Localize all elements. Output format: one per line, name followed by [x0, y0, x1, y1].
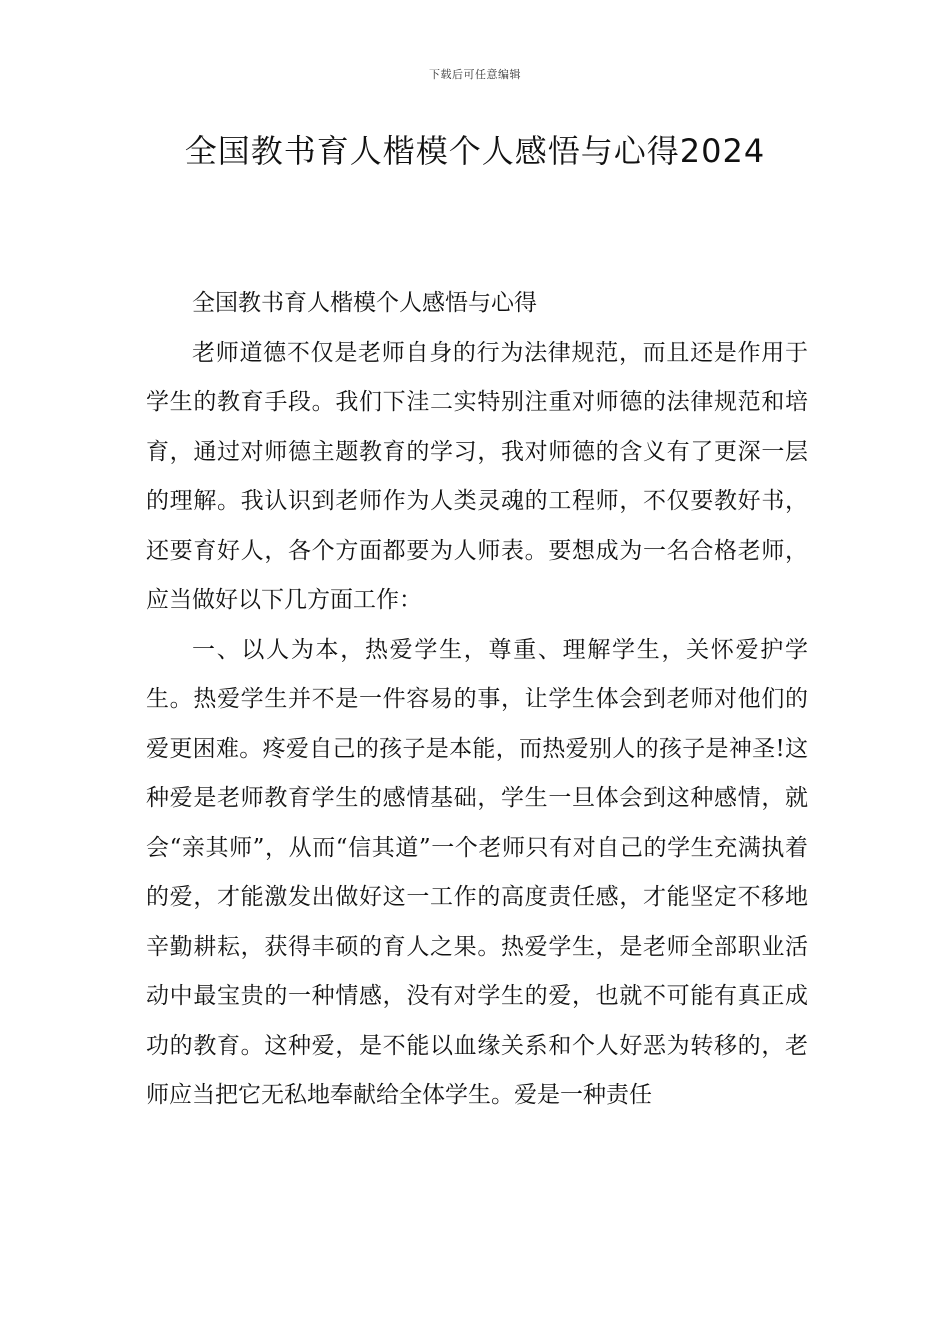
intro-paragraph: 老师道德不仅是老师自身的行为法律规范，而且还是作用于学生的教育手段。我们下洼二实特别注重对师德的法律规范和培育，通过对师德主题教育的学习，我对师德的含义有了更深一层的理解。我认识到老师作为人类灵魂的工程师，不仅要教好书，还要育好人，各个方面都要为人师表。要想成为一名合格老师，应当做好以下几方面工作：	[146, 339, 808, 613]
subtitle-paragraph: 全国教书育人楷模个人感悟与心得	[192, 290, 537, 316]
document-title: 全国教书育人楷模个人感悟与心得2024	[184, 132, 766, 170]
header-note: 下载后可任意编辑	[429, 68, 521, 81]
document-body	[146, 279, 808, 1121]
section-one-paragraph: 一、以人为本，热爱学生，尊重、理解学生，关怀爱护学生。热爱学生并不是一件容易的事，让学生体会到老师对他们的爱更困难。疼爱自己的孩子是本能，而热爱别人的孩子是神圣!这种爱是老师教育学生的感情基础，学生一旦体会到这种感情，就会“亲其师”，从而“信其道”一个老师只有对自己的学生充满执着的爱，才能激发出做好这一工作的高度责任感，才能坚定不移地辛勤耕耘，获得丰硕的育人之果。热爱学生，是老师全部职业活动中最宝贵的一种情感，没有对学生的爱，也就不可能有真正成功的教育。这种爱，是不能以血缘关系和个人好恶为转移的，老师应当把它无私地奉献给全体学生。爱是一种责任	[146, 636, 808, 1108]
